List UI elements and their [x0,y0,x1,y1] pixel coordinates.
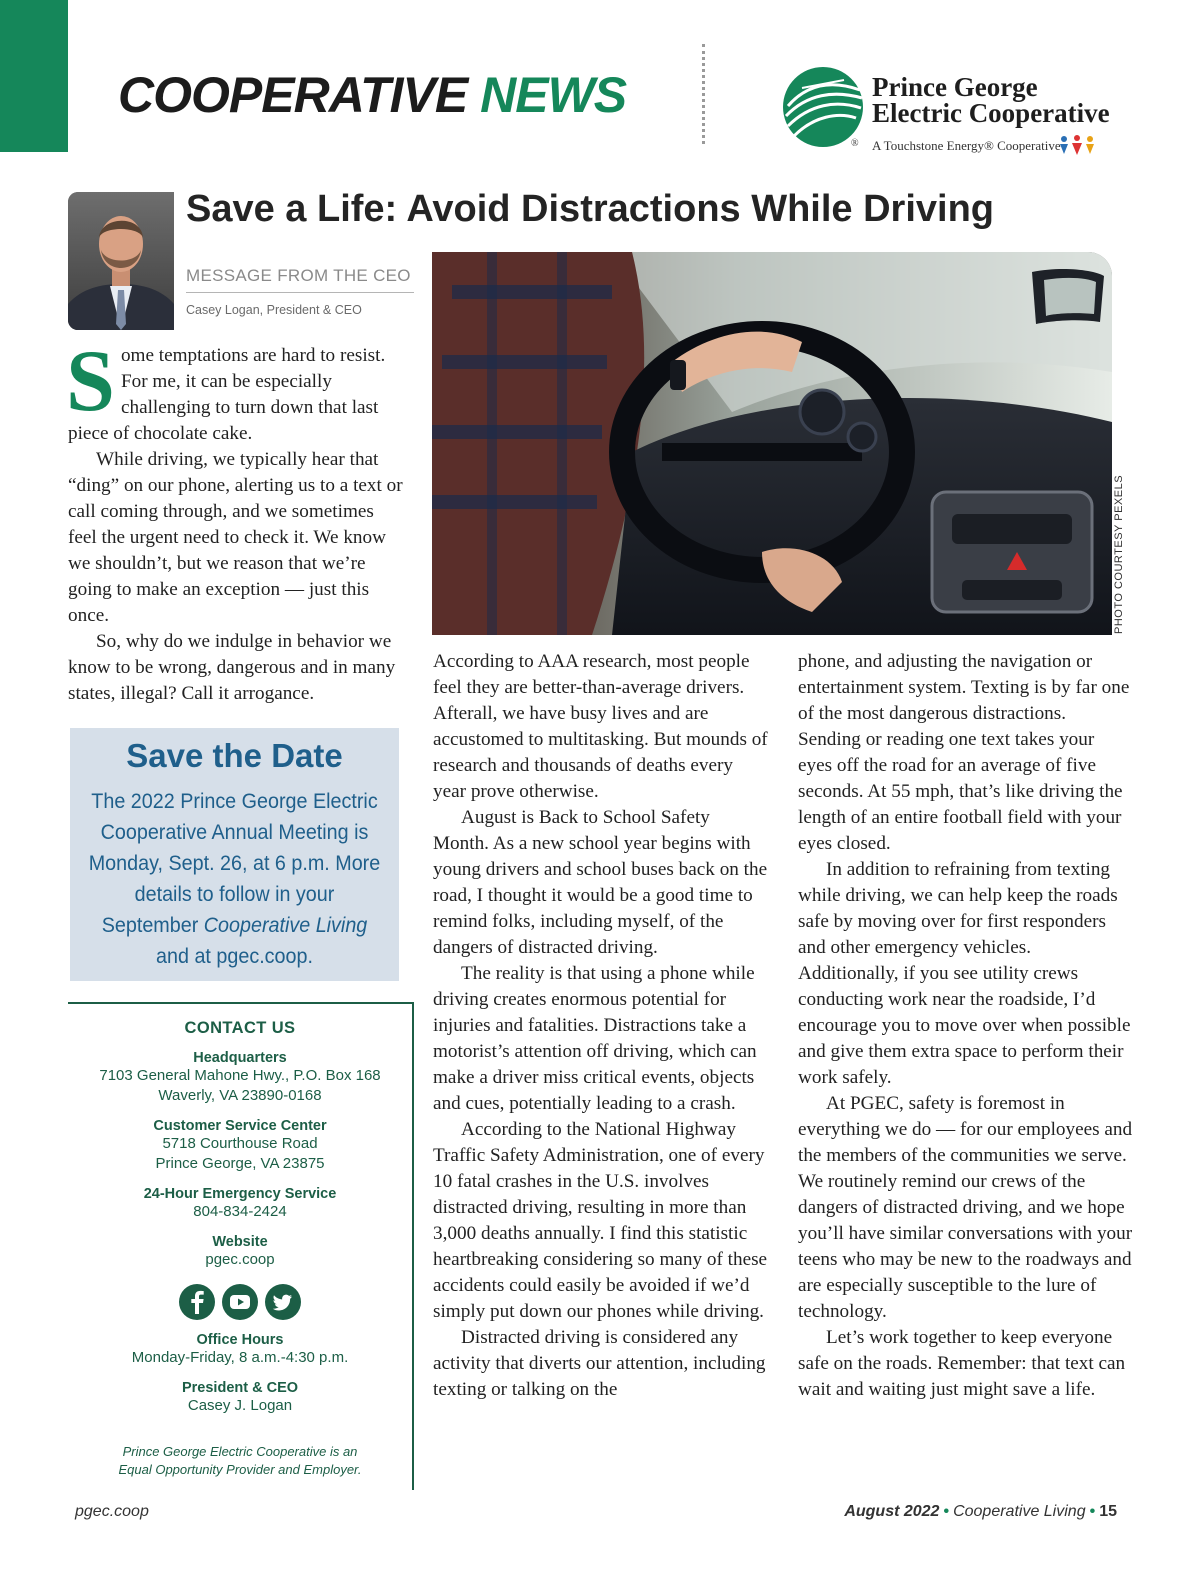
article-paragraph: While driving, we typically hear that “ding” on our phone, alerting us to a text or call coming through, and we sometimes feel the urgent need to check it. We know we shouldn’t, but we reason that we’re going to make an exception — just this once. [68,449,403,626]
article-paragraph: In addition to refraining from texting while driving, we can help keep the roads safe by moving over for first responders and other emergency vehicles. Additionally, if you see utility crews conducting work near the roadside, I’d encourage you to move over when possible and give them extra space to perform their work safely. [798,859,1131,1088]
footer-issue-info [844,1503,1117,1521]
article-kicker: MESSAGE FROM THE CEO [186,266,414,293]
footer-separator: • [943,1503,950,1520]
social-links [68,1284,412,1320]
customer-service-address-2: Prince George, VA 23875 [155,1155,325,1172]
footer-separator: • [1089,1503,1096,1520]
touchstone-energy-icon [1058,134,1096,156]
driving-photo [432,252,1112,635]
article-column-2 [433,649,768,1403]
website-link[interactable]: pgec.coop [205,1251,275,1268]
article-paragraph: August is Back to School Safety Month. As a new school year begins with young drivers and school buses back on the road, I thought it would be a good time to remind folks, including myself, of the dangers of distracted driving. [433,807,768,958]
article-headline: Save a Life: Avoid Distractions While Driving [186,188,995,230]
green-corner-tab [0,0,68,152]
photo-credit: PHOTO COURTESY PEXELS [1113,474,1125,634]
logo-name-line1: Prince George [872,72,1038,102]
article-paragraph: According to the National Highway Traffic Safety Administration, one of every 10 fatal crashes in the U.S. involves distracted driving, resulting in more than 3,000 deaths annually. I find this statistic heartbreaking considering so many of these accidents could easily be avoided if we’d simply put down our phones while driving. [433,1119,768,1322]
save-the-date-box [70,728,399,981]
customer-service-address-1: 5718 Courthouse Road [162,1135,318,1152]
ceo-label: President & CEO [181,1380,299,1396]
save-the-date-body [80,786,389,972]
article-paragraph: The reality is that using a phone while driving creates enormous potential for injuries and fatalities. Distractions take a motorist’s attention off driving, which can make a driver miss critical events, objects and cues, potentially leading to a crash. [433,963,757,1114]
office-hours-label: Office Hours [196,1332,284,1348]
article-paragraph: At PGEC, safety is foremost in everything we do — for our employees and the members of the communities we serve. We routinely remind our crews of the dangers of distracted driving, and we hope you’ll have similar conversations with your teens who may be new to the roadways and are especially susceptible to the lure of technology. [798,1093,1133,1322]
logo-name-line2: Electric Cooperative [872,98,1110,128]
logo-tagline: A Touchstone Energy® Cooperative [872,138,1061,153]
eeo-line-1: Prince George Electric Cooperative is an [122,1444,358,1459]
headquarters-address-1: 7103 General Mahone Hwy., P.O. Box 168 [99,1067,381,1084]
customer-service-label: Customer Service Center [153,1118,327,1134]
youtube-icon[interactable] [222,1284,258,1320]
pgec-logo-icon [782,66,864,148]
equal-opportunity-statement [68,1443,412,1479]
registered-mark: ® [851,138,859,149]
contact-heading: CONTACT US [184,1019,296,1037]
footer-month: August 2022 [844,1503,940,1520]
article-paragraph: Let’s work together to keep everyone safe on the roads. Remember: that text can wait and waiting just might save a life. [798,1327,1126,1400]
drop-cap: S [66,333,115,430]
section-title-news: NEWS [480,67,627,123]
office-hours: Monday-Friday, 8 a.m.-4:30 p.m. [131,1349,349,1366]
logo-name [872,74,1110,126]
article-paragraph: phone, and adjusting the navigation or entertainment system. Texting is by far one of the most dangerous distractions. Sending or reading one text takes your eyes off the road for an average of five seconds. At 55 mph, that’s like driving the length of an entire football field with your eyes closed. [798,651,1130,854]
page-number: 15 [1099,1503,1117,1520]
ceo-portrait [68,192,174,330]
headquarters-address-2: Waverly, VA 23890-0168 [158,1087,322,1104]
article-paragraph: According to AAA research, most people feel they are better-than-average drivers. Afterall, we have busy lives and are accustomed to multitasking. But mounds of research and thousands of deaths every year prove otherwise. [433,651,768,802]
header-divider [702,44,705,144]
article-paragraph [66,333,403,447]
article-paragraph: So, why do we indulge in behavior we know to be wrong, dangerous and in many states, illegal? Call it arrogance. [68,631,396,704]
section-title [118,66,626,124]
article-paragraph: Distracted driving is considered any activity that diverts our attention, including texting or talking on the [433,1327,766,1400]
save-the-date-title: Save the Date [126,737,343,774]
eeo-line-2: Equal Opportunity Provider and Employer. [118,1462,362,1477]
twitter-icon[interactable] [265,1284,301,1320]
headquarters-label: Headquarters [193,1050,287,1066]
article-column-1 [66,333,403,707]
magazine-title: Cooperative Living [203,914,368,937]
section-title-cooperative: COOPERATIVE [118,67,468,123]
emergency-label: 24-Hour Emergency Service [143,1186,337,1202]
footer-website[interactable]: pgec.coop [75,1503,149,1520]
footer-magazine: Cooperative Living [953,1503,1086,1520]
paragraph-text: ome temptations are hard to resist. For me, it can be especially challenging to turn down that last piece of chocolate cake. [68,345,386,444]
emergency-phone[interactable]: 804-834-2424 [193,1203,287,1220]
article-column-3 [798,649,1133,1403]
pgec-logo[interactable] [782,64,1110,160]
facebook-icon[interactable] [179,1284,215,1320]
contact-us-box [68,1002,414,1490]
ceo-name: Casey J. Logan [187,1397,293,1414]
website-label: Website [212,1234,268,1250]
save-the-date-text: The 2022 Prince George Electric Cooperative Annual Meeting is Monday, Sept. 26, at 6 p.m. More details to follow in your September [88,790,381,937]
save-the-date-text-end: and at pgec.coop. [156,945,313,968]
article-byline: Casey Logan, President & CEO [186,303,362,317]
